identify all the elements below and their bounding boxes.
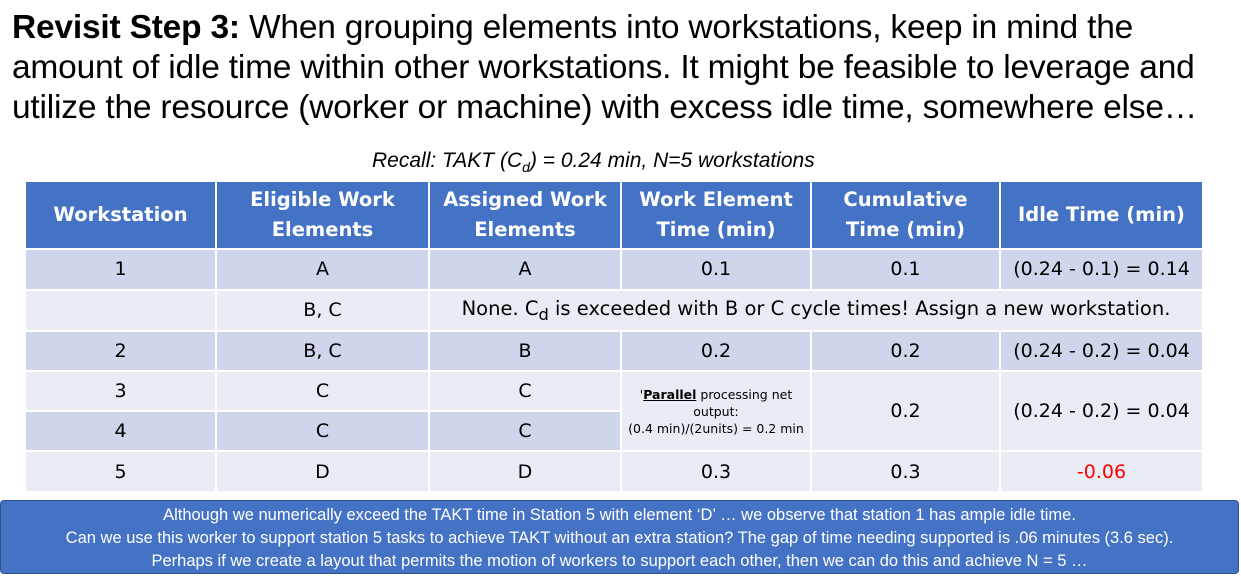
cell-eligible: A [216,249,429,290]
cell-eligible: B, C [216,331,429,372]
cell-workstation: 5 [25,451,216,492]
cell-cumulative: 0.3 [811,451,1000,492]
cell-workstation: 3 [25,371,216,411]
table-row [25,371,1203,411]
cell-element-time: 0.2 [621,331,811,372]
footer-line-2: Can we use this worker to support station 5 tasks to achieve TAKT without an extra station? The gap of time needing supported is .06 minutes (3.6 sec). [65,529,1174,547]
header-idle: Idle Time (min) [1000,181,1203,249]
cell-cumulative: 0.2 [811,331,1000,372]
cell-cumulative: 0.1 [811,249,1000,290]
cell-assigned: B [429,331,621,372]
footer-line-3: Perhaps if we create a layout that permits the motion of workers to support each other, then we can do this and achieve N = 5 … [151,552,1088,570]
cell-eligible: C [216,371,429,411]
footer-callout [0,500,1239,574]
parallel-formula: (0.4 min)/(2units) = 0.2 min [628,420,804,436]
header-workstation: Workstation [25,181,216,249]
slide-heading [12,8,1237,128]
note-subscript: d [538,304,549,324]
cell-workstation [25,290,216,331]
header-element-time: Work Element Time (min) [621,181,811,249]
workstation-table [24,180,1204,493]
cell-assigned: C [429,371,621,411]
cell-cumulative: 0.2 [811,371,1000,451]
header-assigned: Assigned Work Elements [429,181,621,249]
cell-idle: (0.24 - 0.2) = 0.04 [1000,371,1203,451]
recall-suffix: ) = 0.24 min, N=5 workstations [529,149,815,172]
cell-assigned: A [429,249,621,290]
cell-assigned: D [429,451,621,492]
cell-workstation: 2 [25,331,216,372]
header-cumulative: Cumulative Time (min) [811,181,1000,249]
cell-parallel-note [621,371,811,451]
cell-element-time: 0.3 [621,451,811,492]
cell-eligible: D [216,451,429,492]
cell-idle-negative: -0.06 [1000,451,1203,492]
cell-idle: (0.24 - 0.1) = 0.14 [1000,249,1203,290]
table-row [25,331,1203,372]
heading-text: When grouping elements into workstations, keep in mind the amount of idle time within other workstations. It might be feasible to leverage and utilize the resource (worker or machine) with excess idle time, somewhere else… [12,9,1198,126]
cell-element-time: 0.1 [621,249,811,290]
cell-eligible: C [216,411,429,451]
cell-eligible: B, C [216,290,429,331]
cell-idle: (0.24 - 0.2) = 0.04 [1000,331,1203,372]
table-row [25,290,1203,331]
recall-prefix: Recall: TAKT (C [372,149,523,172]
cell-assigned: C [429,411,621,451]
heading-bold: Revisit Step 3: [12,9,240,46]
table-header-row [25,181,1203,249]
recall-line [372,149,815,175]
table-row [25,249,1203,290]
note-prefix: None. C [461,296,539,320]
footer-line-1: Although we numerically exceed the TAKT time in Station 5 with element ‘D’ … we observe that station 1 has ample idle time. [163,506,1076,524]
header-eligible: Eligible Work Elements [216,181,429,249]
cell-workstation: 1 [25,249,216,290]
cell-workstation: 4 [25,411,216,451]
parallel-rest: processing net output: [693,386,793,419]
parallel-bold: Parallel [643,386,697,402]
table-row [25,451,1203,492]
note-suffix: is exceeded with B or C cycle times! Assign a new workstation. [548,296,1171,320]
recall-subscript: d [522,159,530,176]
parallel-quote: ' [639,386,644,402]
cell-exceeded-note [429,290,1203,331]
